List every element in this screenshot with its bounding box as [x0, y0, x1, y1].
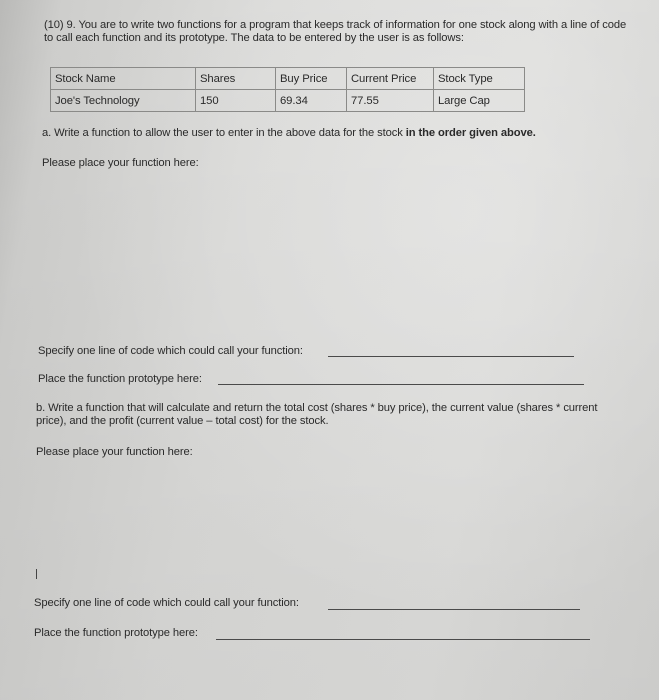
- part-a-instruction-text: a. Write a function to allow the user to enter in the above data for the stock: [42, 127, 406, 139]
- part-a-call-line-blank: [328, 356, 574, 357]
- cell-current-price: 77.55: [347, 90, 434, 112]
- part-b-place-function: Please place your function here:: [36, 446, 193, 458]
- question-header: (10) 9. You are to write two functions for a program that keeps track of information for one stock along with a line of code to call each function and its prototype. The data to be entered by the user is as follows:: [44, 19, 627, 44]
- header-stock-type: Stock Type: [434, 68, 525, 90]
- header-buy-price: Buy Price: [276, 68, 347, 90]
- cell-stock-name: Joe's Technology: [51, 90, 196, 112]
- part-a-prototype-label: Place the function prototype here:: [38, 373, 202, 385]
- part-b-prototype-label: Place the function prototype here:: [34, 627, 198, 639]
- cell-shares: 150: [196, 90, 276, 112]
- part-b-call-line-blank: [328, 609, 580, 610]
- text-cursor: [36, 569, 37, 579]
- part-a-instruction: [42, 127, 536, 139]
- part-a-instruction-bold: in the order given above.: [405, 127, 536, 139]
- stock-data-table: [50, 67, 525, 112]
- part-b-call-line-label: Specify one line of code which could call your function:: [34, 597, 299, 609]
- header-stock-name: Stock Name: [51, 68, 196, 90]
- part-b-instruction: b. Write a function that will calculate and return the total cost (shares * buy price), the current value (shares * current price), and the profit (current value – total cost) for the stock.: [36, 402, 598, 427]
- part-a-prototype-blank: [218, 384, 584, 385]
- part-a-place-function: Please place your function here:: [42, 157, 199, 169]
- part-b-prototype-blank: [216, 639, 590, 640]
- header-current-price: Current Price: [347, 68, 434, 90]
- cell-stock-type: Large Cap: [434, 90, 525, 112]
- table-header-row: [51, 68, 525, 90]
- cell-buy-price: 69.34: [276, 90, 347, 112]
- table-row: [51, 90, 525, 112]
- part-a-call-line-label: Specify one line of code which could call your function:: [38, 345, 303, 357]
- header-shares: Shares: [196, 68, 276, 90]
